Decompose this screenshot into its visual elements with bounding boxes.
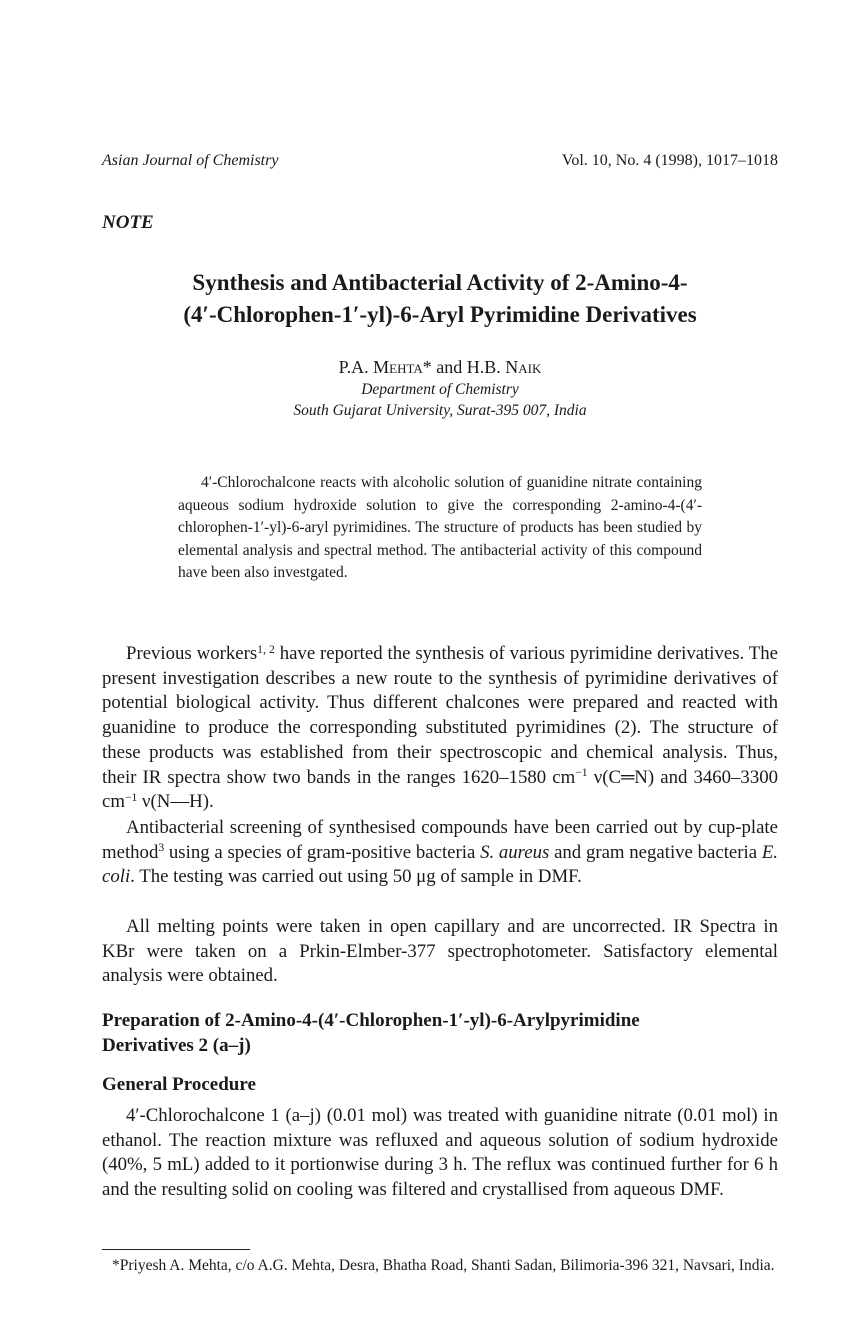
para2-text-c: and gram negative bacteria bbox=[549, 841, 762, 863]
species-name: S. aureus bbox=[480, 841, 550, 863]
paragraph-methods: All melting points were taken in open capillary and are uncorrected. IR Spectra in KBr were taken on a Prkin-Elmber-377 spectrophotometer. Satisfactory elemental analysis were obtained. bbox=[102, 916, 778, 987]
para1-text-d: ν(N—H). bbox=[137, 791, 214, 813]
author-1-initials: P.A. bbox=[338, 357, 374, 377]
paragraph-antibacterial bbox=[102, 816, 778, 890]
author-2-surname: Naik bbox=[505, 357, 542, 377]
section-heading bbox=[102, 1008, 778, 1058]
species-name: E. coli bbox=[102, 841, 778, 888]
corresponding-author-mark: * bbox=[422, 357, 432, 377]
section-heading-line-2: Derivatives 2 (a–j) bbox=[102, 1035, 251, 1056]
author-joiner: and bbox=[431, 357, 467, 377]
paragraph-introduction bbox=[102, 642, 778, 815]
unit-exponent: −1 bbox=[575, 766, 588, 780]
abstract: 4′-Chlorochalcone reacts with alcoholic solution of guanidine nitrate containing aqueous sodium hydroxide solution to give the corresponding 2-amino-4-(4′-chlorophen-1′-yl)-6-aryl pyrimidines. The structure of products has been studied by elemental analysis and spectral method. The antibacterial activity of this compound have been also investgated. bbox=[178, 474, 702, 581]
journal-citation: Vol. 10, No. 4 (1998), 1017–1018 bbox=[561, 152, 778, 169]
paper-title bbox=[100, 267, 780, 331]
reference-superscript: 3 bbox=[158, 841, 165, 855]
affiliation-university: South Gujarat University, Surat-395 007, India bbox=[293, 402, 587, 419]
title-line-2: (4′-Chlorophen-1′-yl)-6-Aryl Pyrimidine Derivatives bbox=[183, 302, 697, 327]
para2-text-d: . The testing was carried out using 50 μg of sample in DMF. bbox=[130, 866, 582, 888]
reference-superscript: 1, 2 bbox=[257, 642, 275, 656]
para2-text-b: using a species of gram-positive bacteria bbox=[164, 841, 481, 863]
author-2-initials: H.B. bbox=[466, 357, 506, 377]
section-heading-line-1: Preparation of 2-Amino-4-(4′-Chlorophen-1′-yl)-6-Arylpyrimidine bbox=[102, 1010, 640, 1031]
para1-text-b: have reported the synthesis of various pyrimidine derivatives. The present investigation describes a new route to the synthesis of pyrimidine derivatives of potential biological activity. Thus different chalcones were prepared and reacted with guanidine to produce the corresponding substituted pyrimidines (2). The structure of these products was established from their spectroscopic and chemical analysis. Thus, their IR spectra show two bands in the ranges 1620–1580 cm bbox=[102, 643, 779, 788]
footnote-rule bbox=[102, 1249, 250, 1250]
unit-exponent: −1 bbox=[124, 790, 138, 804]
title-line-1: Synthesis and Antibacterial Activity of 2-Amino-4- bbox=[192, 270, 688, 295]
footnote: *Priyesh A. Mehta, c/o A.G. Mehta, Desra, Bhatha Road, Shanti Sadan, Bilimoria-396 321, Navsari, India. bbox=[112, 1257, 775, 1274]
para2-text-a: Antibacterial screening of synthesised compounds have been carried out by cup-plate method bbox=[102, 817, 778, 863]
paragraph-procedure: 4′-Chlorochalcone 1 (a–j) (0.01 mol) was treated with guanidine nitrate (0.01 mol) in ethanol. The reaction mixture was refluxed and aqueous solution of sodium hydroxide (40%, 5 mL) added to it portionwise during 3 h. The reflux was continued further for 6 h and the resulting solid on cooling was filtered and crystallised from aqueous DMF. bbox=[102, 1105, 778, 1201]
affiliation-department: Department of Chemistry bbox=[361, 381, 519, 398]
author-line bbox=[100, 357, 780, 378]
subsection-heading: General Procedure bbox=[102, 1074, 256, 1095]
note-label: NOTE bbox=[102, 212, 154, 233]
para1-text-a: Previous workers bbox=[126, 643, 258, 664]
para1-text-c: ν(C═N) and 3460–3300 cm bbox=[102, 766, 778, 813]
author-1-surname: Mehta bbox=[373, 357, 423, 377]
journal-name: Asian Journal of Chemistry bbox=[102, 152, 279, 169]
